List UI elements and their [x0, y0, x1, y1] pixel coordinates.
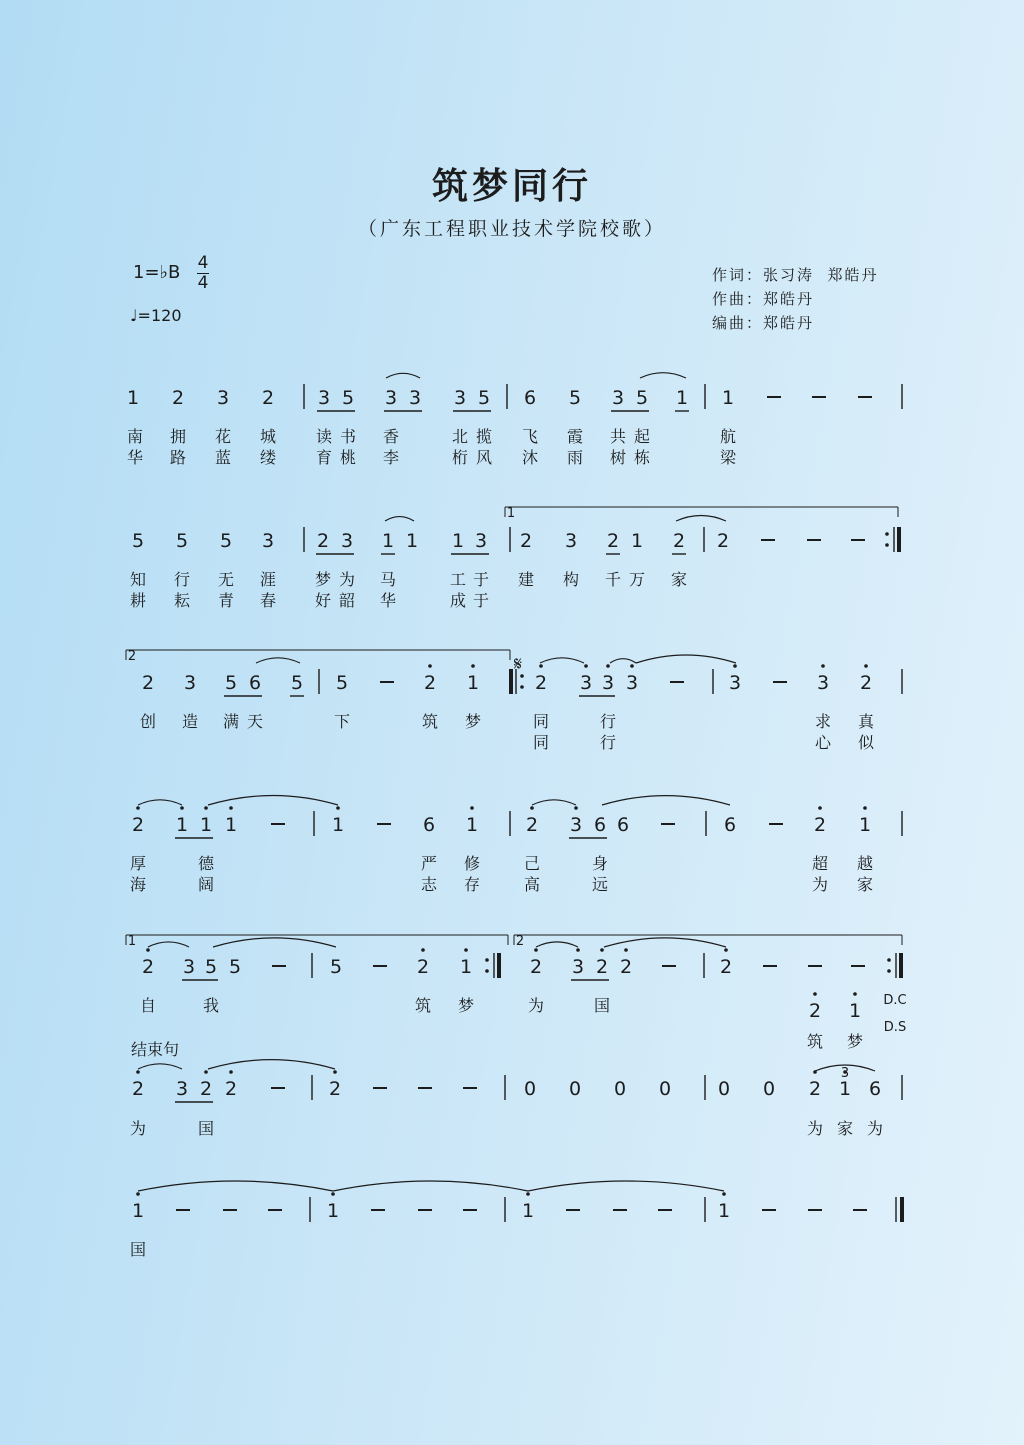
repeat-dot: [885, 532, 889, 536]
note: 2: [316, 530, 330, 552]
lyric: 同: [532, 712, 550, 731]
lyric: 树: [609, 448, 627, 467]
note: 3: [182, 956, 196, 978]
lyric: 行: [173, 570, 191, 589]
repeat-dot: [485, 969, 489, 973]
lyric: 构: [562, 570, 580, 589]
note: 2: [131, 1078, 145, 1100]
lyric: 飞: [521, 427, 539, 446]
lyric: 厚: [129, 854, 147, 873]
note: 5: [175, 530, 189, 552]
slur: [610, 659, 636, 663]
note: 5: [204, 956, 218, 978]
lyric: 筑: [414, 996, 432, 1015]
slur: [636, 655, 736, 663]
time-signature-bottom: 4: [197, 273, 209, 293]
note: 3: [611, 387, 625, 409]
lyric: 为: [338, 570, 356, 589]
lyric: 缕: [259, 448, 277, 467]
note: 2: [619, 956, 633, 978]
note: 1: [675, 387, 689, 409]
note: 2: [606, 530, 620, 552]
note: 5: [568, 387, 582, 409]
note: 1: [465, 814, 479, 836]
lyric: 高: [523, 875, 541, 894]
octave-dot: [229, 1070, 233, 1074]
octave-dot: [229, 806, 233, 810]
note: 2: [328, 1078, 342, 1100]
key-signature: 1=♭B: [133, 262, 181, 283]
slur: [604, 938, 726, 947]
note: 3: [453, 387, 467, 409]
note: 2: [719, 956, 733, 978]
lyric: 拥: [169, 427, 187, 446]
lyric: 蓝: [214, 448, 232, 467]
note: 6: [248, 672, 262, 694]
note: 3: [569, 814, 583, 836]
note: 1: [326, 1200, 340, 1222]
barline-thick: [897, 527, 901, 552]
dc-marking: D.C: [883, 993, 907, 1008]
lyric: 涯: [259, 570, 277, 589]
note: 1: [175, 814, 189, 836]
note: 3: [625, 672, 639, 694]
note: 0: [523, 1078, 537, 1100]
octave-dot: [733, 664, 737, 668]
octave-dot: [428, 664, 432, 668]
note: 1: [521, 1200, 535, 1222]
octave-dot: [534, 948, 538, 952]
song-title: 筑梦同行: [431, 165, 592, 207]
lyric: 创: [139, 712, 157, 731]
lyric: 心: [814, 733, 832, 752]
note: 0: [762, 1078, 776, 1100]
pickup-lyric: 筑: [806, 1032, 824, 1051]
octave-dot: [813, 992, 817, 996]
octave-dot: [624, 948, 628, 952]
note: 0: [568, 1078, 582, 1100]
octave-dot: [464, 948, 468, 952]
note: 3: [384, 387, 398, 409]
lyric: 航: [719, 427, 737, 446]
octave-dot: [853, 992, 857, 996]
lyric: 城: [259, 427, 277, 446]
volta-bracket-number: 1: [127, 934, 137, 949]
lyric: 行: [599, 712, 617, 731]
lyric: 家: [670, 570, 688, 589]
lyric: 育: [315, 448, 333, 467]
lyric: 我: [202, 996, 220, 1015]
note: 3: [317, 387, 331, 409]
triplet-number: 3: [840, 1066, 850, 1081]
note: 1: [199, 814, 213, 836]
lyric: 越: [856, 854, 874, 873]
note: 5: [341, 387, 355, 409]
repeat-dot: [485, 958, 489, 962]
note: 0: [658, 1078, 672, 1100]
note: 2: [525, 814, 539, 836]
segno-sign: 𝄋: [513, 653, 523, 675]
slur: [138, 1181, 333, 1191]
lyric: 志: [420, 875, 438, 894]
lyric: 为: [811, 875, 829, 894]
octave-dot: [136, 1070, 140, 1074]
octave-dot: [333, 1070, 337, 1074]
lyric: 下: [333, 712, 351, 731]
note: 1: [721, 387, 735, 409]
octave-dot: [584, 664, 588, 668]
octave-dot: [146, 948, 150, 952]
note: 3: [261, 530, 275, 552]
lyric: 成: [449, 591, 467, 610]
lyric: 韶: [338, 591, 356, 610]
slur: [148, 942, 189, 947]
note: 5: [477, 387, 491, 409]
lyric: 德: [197, 854, 215, 873]
lyric: 李: [382, 448, 400, 467]
lyric: 桁: [451, 448, 469, 467]
lyric: 满: [222, 712, 240, 731]
lyric: 家: [856, 875, 874, 894]
lyricist-credit: 作词：张习涛 郑皓丹: [712, 266, 879, 284]
note: 1: [630, 530, 644, 552]
volta-bracket-number: 2: [127, 649, 137, 664]
note: 2: [199, 1078, 213, 1100]
note: 0: [613, 1078, 627, 1100]
note: 3: [579, 672, 593, 694]
slur: [208, 1060, 335, 1069]
note: 2: [519, 530, 533, 552]
note: 2: [224, 1078, 238, 1100]
note: 6: [723, 814, 737, 836]
note: 2: [131, 814, 145, 836]
note: 1: [126, 387, 140, 409]
note: 3: [601, 672, 615, 694]
note: 2: [141, 956, 155, 978]
note: 3: [474, 530, 488, 552]
slur: [602, 796, 730, 805]
slur: [208, 796, 338, 806]
pickup-note: 1: [848, 1000, 862, 1022]
slur: [213, 938, 336, 947]
note: 2: [171, 387, 185, 409]
slur: [386, 373, 420, 378]
slur: [256, 658, 300, 663]
barline-thick: [497, 953, 501, 978]
octave-dot: [421, 948, 425, 952]
note: 1: [858, 814, 872, 836]
lyric: 远: [591, 875, 609, 894]
lyric: 梦: [314, 570, 332, 589]
octave-dot: [821, 664, 825, 668]
octave-dot: [530, 806, 534, 810]
repeat-dot: [887, 958, 891, 962]
octave-dot: [722, 1192, 726, 1196]
octave-dot: [180, 806, 184, 810]
lyric: 似: [857, 733, 875, 752]
lyric: 花: [214, 427, 232, 446]
repeat-dot: [520, 685, 524, 689]
lyric: 书: [339, 427, 357, 446]
lyric: 青: [217, 591, 235, 610]
repeat-dot: [887, 969, 891, 973]
lyric: 为: [129, 1119, 147, 1138]
slur: [528, 1181, 724, 1191]
lyric: 耘: [173, 591, 191, 610]
note: 5: [335, 672, 349, 694]
lyric: 北: [451, 427, 469, 446]
note: 5: [329, 956, 343, 978]
octave-dot: [539, 664, 543, 668]
lyric: 为: [806, 1119, 824, 1138]
pickup-lyric: 梦: [846, 1032, 864, 1051]
note: 5: [635, 387, 649, 409]
lyric: 为: [866, 1119, 884, 1138]
barline-thick: [899, 953, 903, 978]
ds-marking: D.S: [883, 1020, 907, 1035]
lyric: 梁: [719, 448, 737, 467]
lyric: 共: [609, 427, 627, 446]
note: 1: [131, 1200, 145, 1222]
octave-dot: [331, 1192, 335, 1196]
slur: [536, 942, 578, 947]
barline-thick: [900, 1197, 904, 1222]
lyric: 华: [126, 448, 144, 467]
lyric: 己: [523, 854, 541, 873]
lyric: 无: [217, 570, 235, 589]
arranger-credit: 编曲：郑皓丹: [712, 314, 815, 332]
note: 1: [381, 530, 395, 552]
lyric: 家: [836, 1119, 854, 1138]
lyric: 阔: [197, 875, 215, 894]
lyric: 栋: [633, 448, 651, 467]
note: 1: [838, 1078, 852, 1100]
octave-dot: [574, 806, 578, 810]
slur: [532, 800, 576, 805]
note: 3: [340, 530, 354, 552]
volta-bracket-number: 2: [515, 934, 525, 949]
octave-dot: [864, 664, 868, 668]
lyric: 霞: [566, 427, 584, 446]
note: 3: [816, 672, 830, 694]
lyric: 起: [633, 427, 651, 446]
octave-dot: [600, 948, 604, 952]
note: 2: [716, 530, 730, 552]
note: 6: [593, 814, 607, 836]
note: 3: [175, 1078, 189, 1100]
note: 2: [141, 672, 155, 694]
lyric: 读: [315, 427, 333, 446]
volta-bracket-number: 1: [506, 506, 516, 521]
note: 2: [595, 956, 609, 978]
note: 6: [616, 814, 630, 836]
note: 6: [422, 814, 436, 836]
lyric: 梦: [464, 712, 482, 731]
note: 1: [459, 956, 473, 978]
lyric: 存: [463, 875, 481, 894]
note: 2: [813, 814, 827, 836]
lyric: 严: [420, 854, 438, 873]
note: 5: [224, 672, 238, 694]
note: 1: [405, 530, 419, 552]
note: 6: [523, 387, 537, 409]
note: 1: [331, 814, 345, 836]
lyric: 国: [593, 996, 611, 1015]
lyric: 国: [129, 1240, 147, 1259]
lyric: 工: [449, 570, 467, 589]
note: 1: [451, 530, 465, 552]
lyric: 路: [169, 448, 187, 467]
note: 0: [717, 1078, 731, 1100]
lyric: 桃: [339, 448, 357, 467]
note: 2: [534, 672, 548, 694]
note: 2: [416, 956, 430, 978]
note: 2: [808, 1078, 822, 1100]
lyric: 行: [599, 733, 617, 752]
lyric: 春: [259, 591, 277, 610]
lyric: 造: [181, 712, 199, 731]
lyric: 揽: [475, 427, 493, 446]
note: 3: [571, 956, 585, 978]
lyric: 超: [811, 854, 829, 873]
lyric: 马: [379, 570, 397, 589]
octave-dot: [136, 1192, 140, 1196]
lyric: 于: [472, 591, 490, 610]
lyric: 求: [814, 712, 832, 731]
repeat-dot: [885, 543, 889, 547]
lyric: 国: [197, 1119, 215, 1138]
note: 5: [290, 672, 304, 694]
note: 2: [859, 672, 873, 694]
song-subtitle: （广东工程职业技术学院校歌）: [357, 218, 666, 240]
octave-dot: [136, 806, 140, 810]
octave-dot: [204, 806, 208, 810]
octave-dot: [630, 664, 634, 668]
lyric: 雨: [566, 448, 584, 467]
note: 2: [423, 672, 437, 694]
lyric: 修: [463, 854, 481, 873]
octave-dot: [606, 664, 610, 668]
note: 5: [228, 956, 242, 978]
barline-thick: [509, 669, 513, 694]
tempo-marking: ♩=120: [130, 306, 182, 325]
octave-dot: [470, 806, 474, 810]
lyric: 华: [379, 591, 397, 610]
note: 3: [408, 387, 422, 409]
lyric: 南: [126, 427, 144, 446]
pickup-note: 2: [808, 1000, 822, 1022]
octave-dot: [471, 664, 475, 668]
lyric: 梦: [457, 996, 475, 1015]
note: 5: [219, 530, 233, 552]
note: 2: [672, 530, 686, 552]
lyric: 知: [129, 570, 147, 589]
octave-dot: [336, 806, 340, 810]
lyric: 真: [857, 712, 875, 731]
lyric: 好: [314, 591, 332, 610]
note: 3: [564, 530, 578, 552]
octave-dot: [576, 948, 580, 952]
note: 3: [216, 387, 230, 409]
octave-dot: [724, 948, 728, 952]
note: 1: [466, 672, 480, 694]
lyric: 千: [604, 570, 622, 589]
lyric: 海: [129, 875, 147, 894]
slur: [138, 1064, 182, 1069]
ending-label: 结束句: [130, 1040, 180, 1059]
lyric: 香: [382, 427, 400, 446]
composer-credit: 作曲：郑皓丹: [712, 290, 815, 308]
note: 2: [261, 387, 275, 409]
slur: [138, 800, 182, 805]
lyric: 沐: [521, 448, 539, 467]
lyric: 万: [628, 570, 646, 589]
lyric: 建: [517, 570, 535, 589]
lyric: 风: [475, 448, 493, 467]
note: 1: [224, 814, 238, 836]
lyric: 为: [527, 996, 545, 1015]
slur: [676, 516, 726, 522]
slur: [540, 658, 584, 663]
octave-dot: [818, 806, 822, 810]
octave-dot: [863, 806, 867, 810]
lyric: 自: [139, 996, 157, 1015]
slur: [385, 517, 414, 521]
lyric: 筑: [421, 712, 439, 731]
slur: [333, 1181, 528, 1191]
lyric: 于: [472, 570, 490, 589]
octave-dot: [204, 1070, 208, 1074]
octave-dot: [526, 1192, 530, 1196]
lyric: 耕: [129, 591, 147, 610]
note: 2: [529, 956, 543, 978]
lyric: 同: [532, 733, 550, 752]
note: 3: [728, 672, 742, 694]
lyric: 身: [591, 854, 609, 873]
note: 1: [717, 1200, 731, 1222]
note: 6: [868, 1078, 882, 1100]
note: 5: [131, 530, 145, 552]
lyric: 天: [246, 712, 264, 731]
slur: [640, 373, 686, 378]
note: 3: [183, 672, 197, 694]
time-signature-top: 4: [197, 253, 209, 273]
